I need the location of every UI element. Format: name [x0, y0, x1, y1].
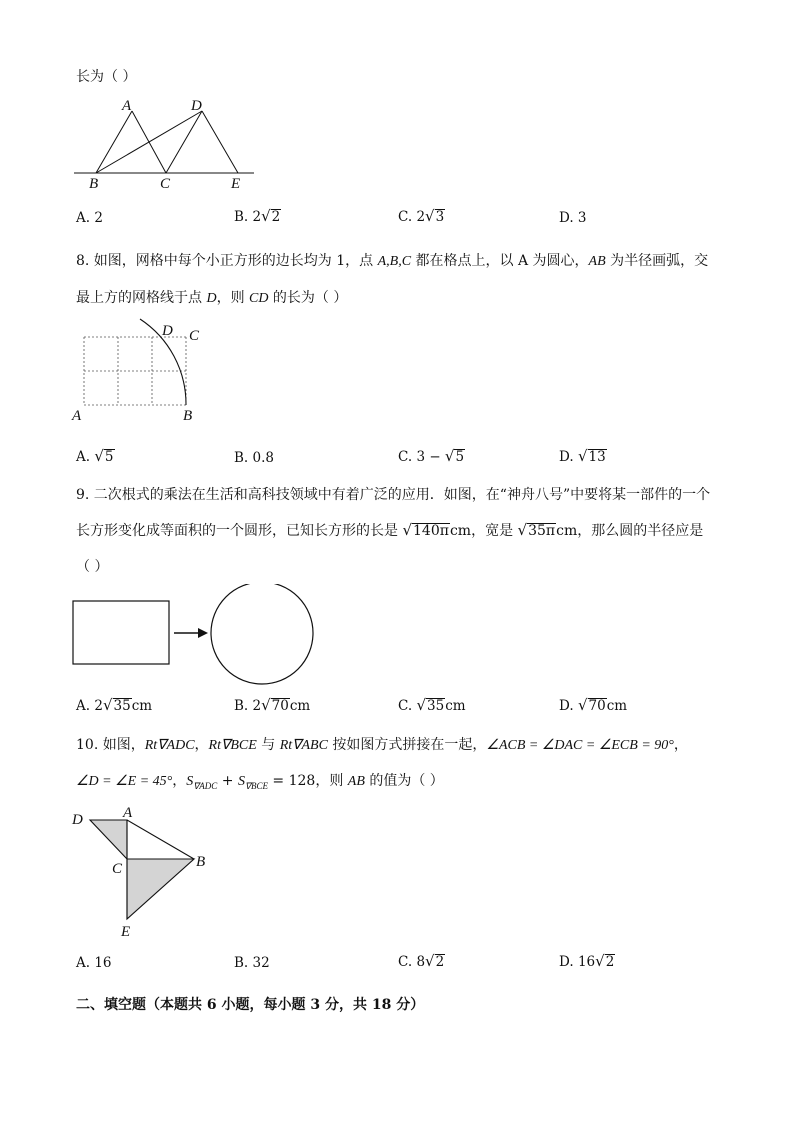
q10-text: 10. 如图， [76, 737, 145, 753]
q8-segment-cd: CD [249, 291, 269, 306]
q8-option-a[interactable]: A. √5 [76, 447, 114, 465]
q10-option-d-coef: 16 [577, 954, 596, 970]
q7-segment-cd [166, 111, 202, 173]
q7-label-d: D [191, 98, 202, 114]
q9-option-c-radicand: 35 [427, 698, 445, 714]
q8-grid [84, 337, 186, 405]
q10-text: ，则 [315, 773, 348, 789]
q10-figure [66, 803, 226, 943]
q10-option-d[interactable]: D. 16√2 [559, 952, 615, 970]
section-heading: 二、填空题（本题共 6 小题，每小题 3 分，共 18 分） [76, 997, 425, 1013]
q10-area-sub-adc: ∇ADC [193, 780, 218, 791]
q10-text: 与 [256, 737, 280, 753]
q7-label-a: A [122, 98, 132, 114]
q10-label-a: A [123, 805, 133, 821]
q9-circle [211, 584, 313, 684]
q10-triangle-abc: Rt∇ABC [279, 738, 328, 753]
q8-grid-figure [68, 315, 208, 425]
q9-option-b-coef: 2 [252, 698, 262, 714]
q9-option-a[interactable]: A. 2√35cm [76, 696, 153, 714]
q10-text: ， [673, 737, 688, 753]
q8-text: 最上方的网格线于点 [76, 290, 207, 306]
q9-option-d[interactable]: D. √70cm [559, 696, 628, 714]
q7-segment-de [202, 111, 238, 173]
q7-tail-text: 长为（ ） [76, 69, 137, 85]
q9-rectangle [73, 601, 169, 664]
q9-option-b-unit: cm [289, 698, 311, 714]
q9-text: cm，那么圆的半径应是 [556, 523, 704, 539]
q7-label-c: C [160, 176, 171, 192]
q10-stem-line2 [76, 770, 444, 792]
q7-option-c[interactable]: C. 2√3 [398, 207, 445, 225]
q10-option-c[interactable]: C. 8√2 [398, 952, 445, 970]
q7-segment-ba [96, 111, 132, 173]
q9-option-d-unit: cm [606, 698, 628, 714]
q10-segment-ab: AB [347, 774, 365, 789]
q10-triangle-adc: Rt∇ADC [144, 738, 195, 753]
q10-option-d-radicand: 2 [605, 954, 615, 970]
q10-option-c-coef: 8 [416, 954, 426, 970]
q7-option-b-radicand: 2 [271, 209, 281, 225]
q9-option-a-unit: cm [131, 698, 153, 714]
q10-angles: ∠ACB = ∠DAC = ∠ECB = 90° [486, 738, 674, 753]
q7-option-c-radicand: 3 [435, 209, 445, 225]
q9-option-a-coef: 2 [94, 698, 103, 714]
q8-stem-line2 [76, 287, 347, 307]
q8-text: ，则 [216, 290, 250, 306]
arrow-right-icon [198, 628, 208, 638]
q10-option-c-radicand: 2 [435, 954, 445, 970]
q8-label-d: D [162, 323, 173, 339]
q8-stem-line1 [76, 250, 708, 270]
q10-option-c-prefix: C. [398, 954, 417, 970]
q10-text: 按如图方式拼接在一起， [327, 737, 487, 753]
q8-text: 8. 如图，网格中每个小正方形的边长均为 1，点 [76, 253, 378, 269]
q10-area-sum: = 128 [267, 773, 316, 789]
q7-label-e: E [231, 176, 241, 192]
q9-option-b[interactable]: B. 2√70cm [234, 696, 311, 714]
q10-triangle-adc-shape [90, 820, 127, 859]
q9-option-c-unit: cm [445, 698, 466, 714]
q9-option-d-prefix: D. [559, 698, 578, 714]
q9-option-b-radicand: 70 [271, 698, 289, 714]
q8-label-b: B [183, 408, 193, 424]
q8-text: 为半径画弧，交 [605, 253, 709, 269]
q7-option-b[interactable]: B. 2√2 [234, 207, 281, 225]
q9-option-a-prefix: A. [76, 698, 95, 714]
q7-option-b-prefix: B. [234, 209, 253, 225]
q10-triangle-bce: Rt∇BCE [208, 738, 257, 753]
q8-option-c-radicand: 5 [455, 449, 465, 465]
q10-option-b[interactable]: B. 32 [234, 955, 270, 971]
q8-points-abc: A,B,C [377, 254, 412, 269]
q8-option-c[interactable]: C. 3 − √5 [398, 447, 465, 465]
q10-text: + [217, 773, 238, 789]
q9-option-c-prefix: C. [398, 698, 417, 714]
q7-option-b-coef: 2 [252, 209, 262, 225]
q10-angle-d-e: ∠D = ∠E = 45° [76, 774, 173, 789]
q8-segment-ab: AB [588, 254, 606, 269]
q8-option-c-prefix: C. [398, 449, 417, 465]
q10-label-b: B [196, 854, 206, 870]
q8-option-a-radicand: 5 [104, 449, 114, 465]
q8-option-d-radicand: 13 [588, 449, 606, 465]
q9-option-b-prefix: B. [234, 698, 253, 714]
q10-label-e: E [121, 924, 131, 940]
q7-segment-bd [96, 111, 202, 173]
q8-option-d-prefix: D. [559, 449, 578, 465]
q9-text: 长方形变化成等面积的一个圆形，已知长方形的长是 [76, 523, 403, 539]
q10-option-d-prefix: D. [559, 954, 578, 970]
q9-option-c[interactable]: C. √35cm [398, 696, 466, 714]
q10-label-d: D [72, 812, 83, 828]
q8-text: 的长为（ ） [268, 290, 348, 306]
q7-option-c-prefix: C. [398, 209, 417, 225]
q10-text: ， [172, 773, 187, 789]
q9-stem-line3: （ ） [76, 559, 109, 575]
q7-figure [70, 95, 270, 195]
q9-stem-line2: 长方形变化成等面积的一个圆形，已知长方形的长是 √140πcm，宽是 √35πcm，那么圆的半径应是 [76, 521, 704, 539]
q9-figure [70, 584, 320, 688]
q10-segment-ab-line [127, 820, 194, 859]
q8-label-a: A [72, 408, 82, 424]
q8-point-d: D [206, 291, 217, 306]
q8-option-d[interactable]: D. √13 [559, 447, 606, 465]
q8-option-a-prefix: A. [76, 449, 95, 465]
q10-text: 的值为（ ） [364, 773, 444, 789]
q10-text: ， [194, 737, 209, 753]
q10-stem-line1 [76, 734, 688, 754]
q9-stem-line1: 9. 二次根式的乘法在生活和高科技领域中有着广泛的应用．如图，在“神舟八号”中要将某一部件的一个 [76, 487, 711, 503]
q7-option-c-coef: 2 [416, 209, 426, 225]
q9-option-d-radicand: 70 [588, 698, 606, 714]
q7-label-b: B [89, 176, 99, 192]
q7-option-d[interactable]: D. 3 [559, 210, 587, 226]
q10-area-sub-bce: ∇BCE [244, 780, 268, 791]
q8-label-c: C [189, 328, 200, 344]
q8-text: 都在格点上，以 A 为圆心， [411, 253, 589, 269]
q9-option-a-radicand: 35 [113, 698, 131, 714]
q10-triangle-bce-shape [127, 859, 194, 919]
q10-option-a[interactable]: A. 16 [76, 955, 112, 971]
q10-label-c: C [112, 861, 123, 877]
q8-option-b[interactable]: B. 0.8 [234, 450, 274, 466]
q9-length-radicand: 140π [413, 523, 449, 539]
q10-area-symbol: S [237, 774, 245, 789]
q9-width-radicand: 35π [528, 523, 556, 539]
q10-area-symbol: S [186, 774, 194, 789]
q9-text: cm，宽是 [449, 523, 518, 539]
q8-option-c-num: 3 − [416, 449, 445, 465]
q7-option-a[interactable]: A. 2 [76, 210, 103, 226]
